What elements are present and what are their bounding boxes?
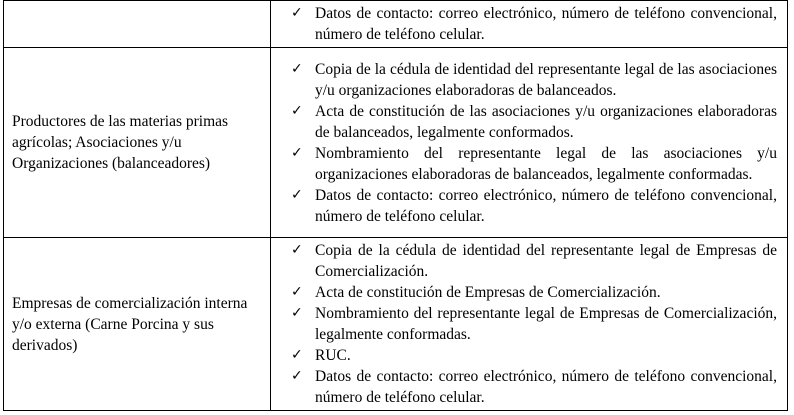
checkmark-icon: ✓ bbox=[291, 284, 303, 300]
checkmark-icon: ✓ bbox=[291, 305, 303, 321]
list-item bbox=[279, 185, 777, 227]
requirements-list bbox=[279, 59, 777, 227]
category-cell: Empresas de comercialización interna y/o externa (Carne Porcina y sus derivados) bbox=[4, 238, 271, 411]
checkmark-icon: ✓ bbox=[291, 186, 303, 203]
checkmark-icon: ✓ bbox=[291, 60, 303, 77]
list-item bbox=[279, 240, 777, 282]
item-text: Nombramiento del representante legal de las asociaciones y/u organizaciones elaboradoras de balanceados, legalmente conformadas. bbox=[315, 144, 777, 183]
checkmark-icon: ✓ bbox=[291, 347, 303, 363]
requirements-cell bbox=[271, 238, 788, 411]
item-text: Acta de constitución de Empresas de Comercialización. bbox=[315, 284, 661, 301]
requirements-list bbox=[279, 240, 777, 408]
list-item bbox=[279, 366, 777, 408]
item-text: Acta de constitución de las asociaciones y/u organizaciones elaboradoras de balanceados, legalmente conformados. bbox=[315, 102, 777, 141]
table-row bbox=[4, 1, 788, 48]
table-row bbox=[4, 48, 788, 238]
list-item bbox=[279, 101, 777, 143]
item-text: Nombramiento del representante legal de Empresas de Comercialización, legalmente conformadas. bbox=[315, 305, 777, 343]
requirements-cell bbox=[271, 1, 788, 48]
checkmark-icon: ✓ bbox=[291, 5, 303, 21]
list-item bbox=[279, 59, 777, 101]
list-item bbox=[279, 345, 777, 366]
checkmark-icon: ✓ bbox=[291, 368, 303, 384]
checkmark-icon: ✓ bbox=[291, 102, 303, 119]
item-text: RUC. bbox=[315, 347, 351, 364]
item-text: Datos de contacto: correo electrónico, número de teléfono convencional, número de teléfono celular. bbox=[315, 186, 777, 225]
item-text: Copia de la cédula de identidad del representante legal de Empresas de Comercialización. bbox=[315, 242, 777, 280]
checkmark-icon: ✓ bbox=[291, 242, 303, 258]
list-item bbox=[279, 143, 777, 185]
list-item bbox=[279, 3, 777, 45]
checkmark-icon: ✓ bbox=[291, 144, 303, 161]
requirements-table bbox=[3, 0, 788, 411]
list-item bbox=[279, 282, 777, 303]
table-row bbox=[4, 238, 788, 411]
category-cell bbox=[4, 1, 271, 48]
category-cell: Productores de las materias primas agrícolas; Asociaciones y/u Organizaciones (balanceadores) bbox=[4, 48, 271, 238]
item-text: Datos de contacto: correo electrónico, número de teléfono convencional, número de teléfono celular. bbox=[315, 5, 777, 43]
item-text: Copia de la cédula de identidad del representante legal de las asociaciones y/u organizaciones elaboradoras de balanceados. bbox=[315, 60, 777, 99]
item-text: Datos de contacto: correo electrónico, número de teléfono convencional, número de teléfono celular. bbox=[315, 368, 777, 406]
list-item bbox=[279, 303, 777, 345]
requirements-list bbox=[279, 3, 777, 45]
requirements-cell bbox=[271, 48, 788, 238]
